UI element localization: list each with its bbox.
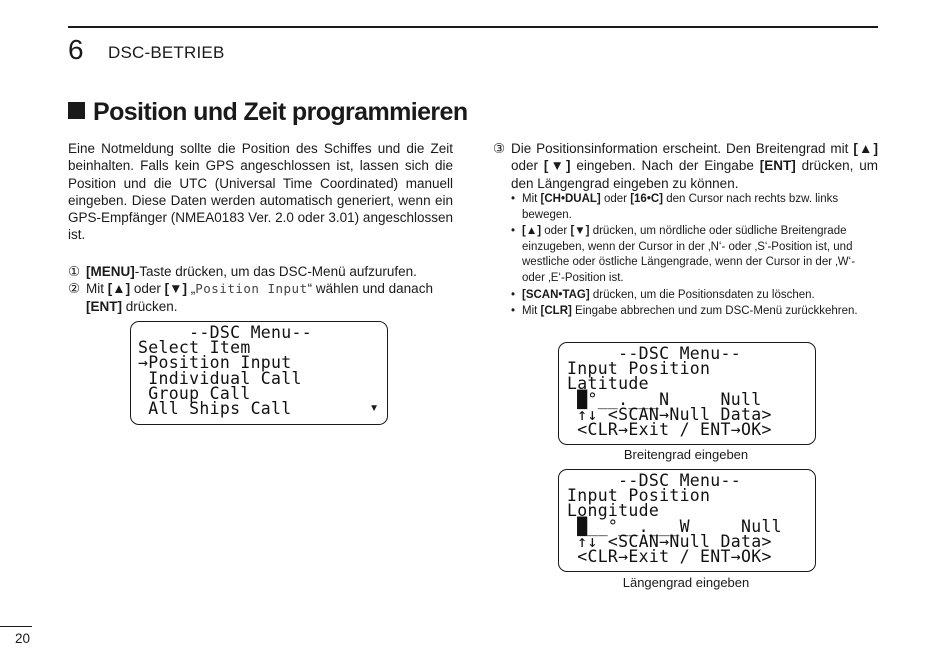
step-text: eingeben. Nach der Eingabe bbox=[570, 158, 760, 174]
lcd-line: ↑↓ <SCAN→Null Data> bbox=[567, 531, 772, 551]
menu-key: [MENU] bbox=[86, 264, 135, 279]
bullet-key: [SCAN•TAG] bbox=[522, 288, 590, 301]
step-text: oder bbox=[130, 281, 165, 297]
down-key: [▼] bbox=[543, 158, 571, 174]
step-text: drücken. bbox=[122, 298, 178, 314]
lcd-line: █°__.___N Null bbox=[567, 389, 762, 409]
up-key: [▲] bbox=[107, 281, 131, 297]
step-number: ③ bbox=[493, 141, 506, 156]
lcd-line: Group Call bbox=[138, 383, 251, 403]
step-text: “ wählen und danach bbox=[307, 281, 433, 297]
bullet-item bbox=[511, 288, 878, 304]
ent-key: [ENT] bbox=[759, 158, 796, 174]
bullet-item bbox=[511, 192, 878, 223]
lcd-text bbox=[567, 344, 772, 440]
section-title: Position und Zeit programmieren bbox=[93, 98, 468, 126]
section-heading bbox=[68, 98, 468, 127]
bullet-text: oder bbox=[600, 193, 631, 205]
lcd-line: --DSC Menu-- bbox=[567, 471, 741, 490]
lcd-longitude bbox=[558, 469, 816, 572]
step-number: ② bbox=[68, 281, 81, 297]
step-text: oder bbox=[511, 158, 544, 174]
lcd-line: Input Position bbox=[567, 359, 711, 379]
bullet-key: [16•C] bbox=[630, 193, 663, 205]
bullet-text: Eingabe abbrechen und zum DSC-Menü zurückkehren. bbox=[571, 305, 858, 318]
bullet-key: [▲] bbox=[522, 225, 542, 238]
lcd-line: --DSC Menu-- bbox=[567, 344, 741, 363]
lcd-line: <CLR→Exit / ENT→OK> bbox=[567, 547, 772, 567]
page-number: 20 bbox=[15, 631, 31, 646]
lcd-dsc-menu bbox=[130, 321, 388, 425]
lcd-line: ↑↓ <SCAN→Null Data> bbox=[567, 404, 772, 424]
step-text: drücken, um den Längengrad eingeben zu können. bbox=[511, 158, 878, 191]
lcd-inline-text: Position Input bbox=[195, 281, 308, 297]
bullet-dot: • bbox=[511, 225, 516, 238]
longitude-caption: Längengrad eingeben bbox=[622, 575, 750, 590]
bullet-item bbox=[511, 304, 878, 320]
lcd-line: →Position Input bbox=[138, 353, 292, 373]
bullet-key: [CLR] bbox=[540, 305, 572, 318]
lcd-line: Longitude bbox=[567, 501, 660, 521]
lcd-line: Select Item bbox=[138, 338, 251, 358]
left-steps bbox=[68, 263, 453, 315]
lcd-line: █__°__.___W Null bbox=[567, 516, 782, 536]
intro-paragraph: Eine Notmeldung sollte die Position des Schiffes und die Zeit beinhalten. Falls kein GPS angeschlossen ist, lassen sich die Position und die UTC (Universal Time Coordinated) manuell eingeben. Diese Daten werden automatisch generiert, wenn ein GPS-Empfänger (NMEA0183 Ver. 2.0 oder 3.01) angeschlossen ist. bbox=[68, 141, 453, 243]
bullet-text: oder bbox=[541, 225, 571, 238]
lcd-line: --DSC Menu-- bbox=[138, 323, 312, 342]
section-square-icon bbox=[68, 102, 85, 119]
scroll-down-icon: ▼ bbox=[369, 403, 379, 414]
step-text: Mit bbox=[86, 281, 108, 297]
bullet-text: Mit bbox=[522, 305, 541, 318]
bullet-list bbox=[511, 192, 878, 321]
lcd-line: Latitude bbox=[567, 374, 649, 394]
step-2 bbox=[68, 280, 453, 315]
right-steps bbox=[493, 140, 878, 192]
bullet-text: den Cursor nach rechts bzw. links bewegen. bbox=[522, 193, 839, 221]
up-key: [▲] bbox=[853, 141, 879, 156]
header-rule bbox=[68, 26, 878, 28]
step-text: -Taste drücken, um das DSC-Menü aufzurufen. bbox=[134, 264, 417, 279]
bullet-text: Mit bbox=[522, 193, 541, 205]
footer-rule bbox=[0, 626, 32, 627]
bullet-dot: • bbox=[511, 305, 516, 318]
bullet-key: [▼] bbox=[570, 225, 590, 238]
bullet-text: drücken, um nördliche oder südliche Breitengrade einzugeben, wenn der Cursor in der ‚N‘- oder ‚S‘-Position ist, und westliche oder östliche Längengrade, wenn der Cursor in der ‚W‘- oder ‚E‘-Position ist. bbox=[522, 225, 856, 284]
lcd-line: Input Position bbox=[567, 486, 711, 506]
lcd-line: All Ships Call bbox=[138, 399, 292, 419]
lcd-text bbox=[567, 471, 782, 567]
lcd-line: Individual Call bbox=[138, 368, 302, 388]
chapter-number: 6 bbox=[68, 34, 84, 65]
latitude-caption: Breitengrad eingeben bbox=[623, 447, 749, 462]
down-key: [▼] bbox=[164, 281, 187, 297]
bullet-dot: • bbox=[511, 193, 516, 205]
bullet-dot: • bbox=[511, 288, 516, 301]
chapter-title: DSC-BETRIEB bbox=[108, 43, 225, 62]
step-1 bbox=[68, 263, 453, 280]
lcd-text bbox=[138, 323, 312, 419]
step-text: Die Positionsinformation erscheint. Den Breitengrad mit bbox=[511, 141, 854, 156]
step-number: ① bbox=[68, 264, 81, 279]
lcd-latitude bbox=[558, 342, 816, 445]
lcd-line: <CLR→Exit / ENT→OK> bbox=[567, 420, 772, 440]
bullet-key: [CH•DUAL] bbox=[540, 193, 601, 205]
bullet-item bbox=[511, 224, 878, 286]
step-text: „ bbox=[187, 281, 196, 297]
bullet-text: drücken, um die Positionsdaten zu löschen. bbox=[589, 288, 815, 301]
ent-key: [ENT] bbox=[86, 298, 122, 314]
step-3 bbox=[493, 140, 878, 192]
